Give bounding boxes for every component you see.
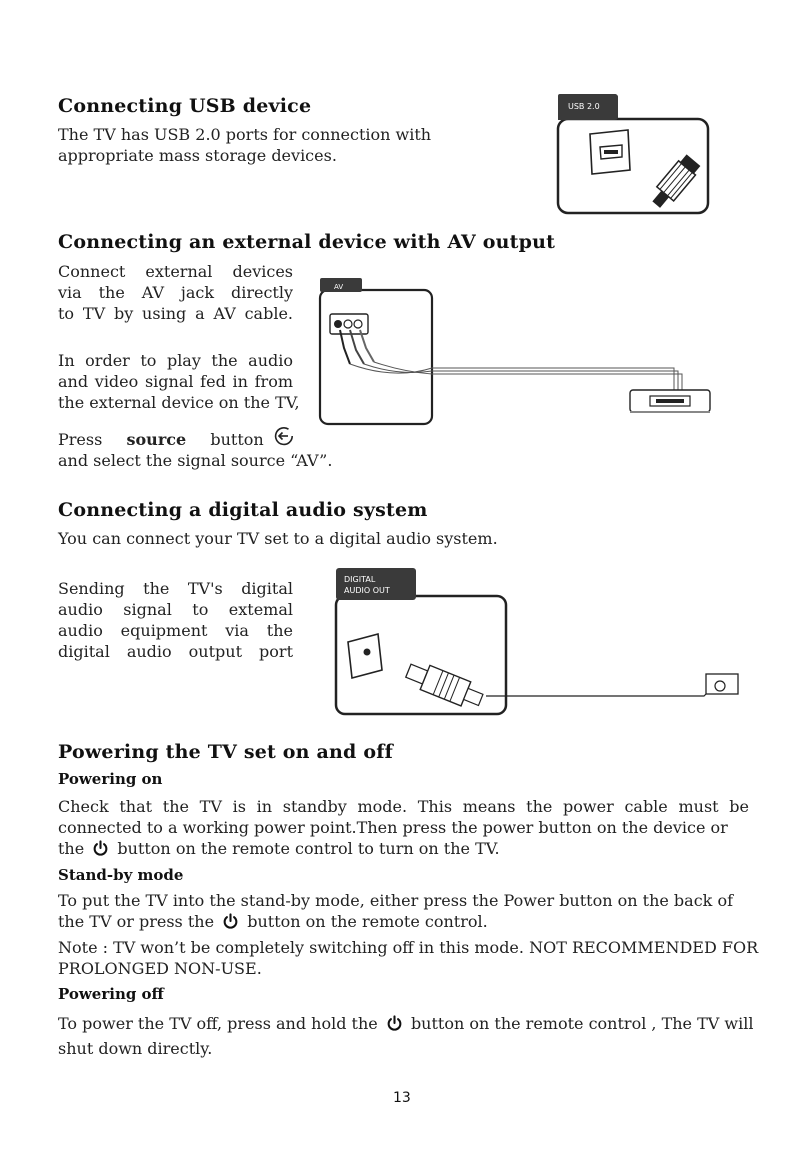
usb-heading: Connecting USB device: [58, 95, 312, 117]
usb-text-line: appropriate mass storage devices.: [58, 146, 337, 165]
source-word: source: [126, 430, 187, 449]
av-port-tag: AV: [334, 283, 344, 291]
power-text-line: To put the TV into the stand-by mode, either press the Power button on the back of: [58, 891, 734, 910]
power-icon: [92, 840, 109, 857]
standby-note: [58, 937, 759, 979]
av-text-line: and select the signal source “AV”.: [58, 451, 333, 470]
powering-off-paragraph: [58, 1011, 758, 1061]
av-text-line: Connect external devices: [58, 262, 293, 281]
power-text-fragment: button on the remote control to turn on the TV.: [117, 839, 500, 858]
av-heading: Connecting an external device with AV output: [58, 231, 556, 253]
digital-port-tag-line2: AUDIO OUT: [344, 586, 390, 595]
button-word: button: [210, 430, 264, 449]
av-text-line: via the AV jack directly: [58, 283, 293, 302]
digital-audio-illustration: [334, 566, 750, 718]
power-text-fragment: button on the remote control , The TV will: [410, 1014, 754, 1033]
av-paragraph-3: [58, 425, 332, 471]
press-word: Press: [58, 430, 103, 449]
av-paragraph-2: [58, 350, 300, 413]
power-text-line: Check that the TV is in standby mode. This means the power cable must be: [58, 797, 749, 816]
digital-port-tag-line1: DIGITAL: [344, 575, 376, 584]
digital-heading: Connecting a digital audio system: [58, 499, 428, 521]
note-text-line: PROLONGED NON-USE.: [58, 959, 262, 978]
power-icon: [386, 1015, 403, 1032]
digital-text-line: digital audio output port: [58, 642, 293, 661]
power-text-fragment: To power the TV off, press and hold the: [58, 1014, 378, 1033]
standby-paragraph: [58, 890, 753, 932]
av-paragraph-1: [58, 261, 293, 324]
digital-text-line: Sending the TV's digital: [58, 579, 293, 598]
powering-on-paragraph: [58, 796, 749, 859]
powering-on-subheading: Powering on: [58, 770, 163, 788]
power-text-fragment: the: [58, 839, 85, 858]
power-text-line: connected to a working power point.Then press the power button on the device or: [58, 818, 728, 837]
usb-text-line: The TV has USB 2.0 ports for connection with: [58, 125, 432, 144]
digital-text-line: audio equipment via the: [58, 621, 293, 640]
usb-port-illustration: [556, 92, 712, 216]
source-input-icon: [273, 425, 295, 447]
power-text-line: shut down directly.: [58, 1039, 213, 1058]
digital-text-line: audio signal to extemal: [58, 600, 293, 619]
av-connection-illustration: [304, 268, 722, 428]
powering-off-subheading: Powering off: [58, 985, 164, 1003]
av-text-line: the external device on the TV,: [58, 393, 300, 412]
power-heading: Powering the TV set on and off: [58, 741, 393, 763]
usb-port-tag: USB 2.0: [568, 102, 600, 111]
note-text-line: Note : TV won’t be completely switching off in this mode. NOT RECOMMENDED FOR: [58, 938, 759, 957]
av-text-line: to TV by using a AV cable.: [58, 304, 293, 323]
av-text-line: and video signal fed in from: [58, 372, 293, 391]
power-icon: [222, 913, 239, 930]
av-text-line: In order to play the audio: [58, 351, 293, 370]
digital-intro: You can connect your TV set to a digital audio system.: [58, 529, 498, 548]
power-text-fragment: the TV or press the: [58, 912, 215, 931]
standby-subheading: Stand-by mode: [58, 866, 184, 884]
usb-paragraph: [58, 124, 431, 166]
power-text-fragment: button on the remote control.: [247, 912, 488, 931]
page-number: 13: [393, 1090, 411, 1106]
digital-paragraph: [58, 578, 293, 662]
